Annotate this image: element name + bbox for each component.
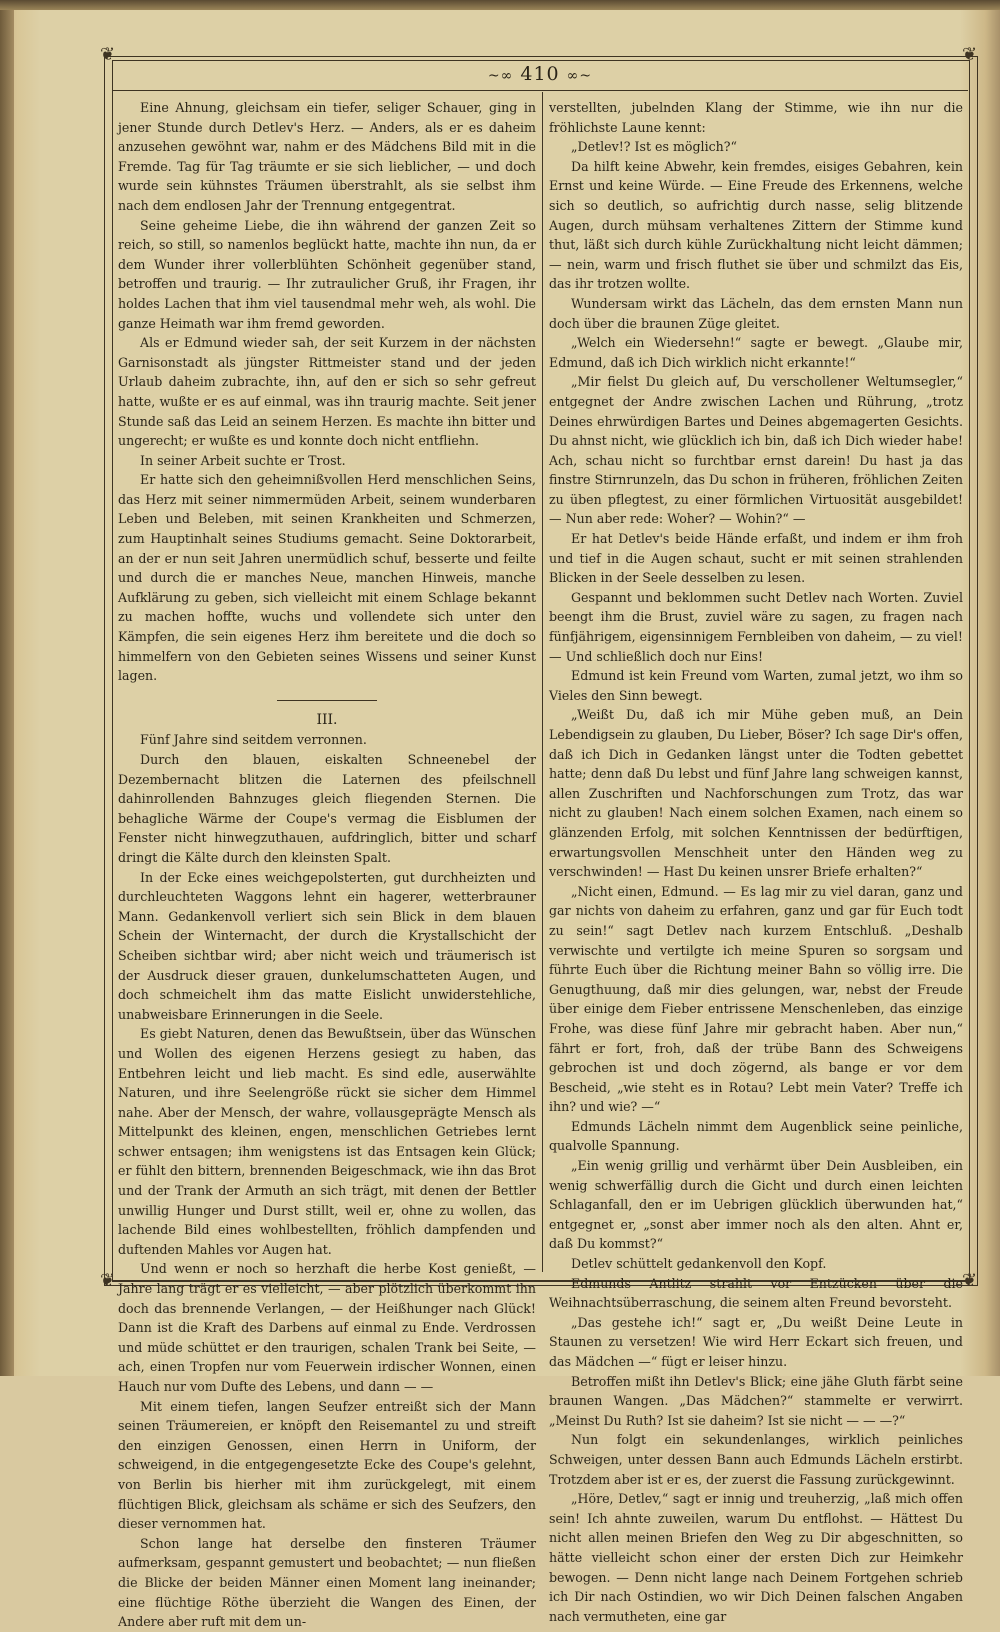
paragraph: Schon lange hat derselbe den finsteren Träumer aufmerksam, gespannt gemustert und beobachtet; — nun fließen die Blicke der beiden Männer einen Moment lang ineinander; eine flüchtige Röthe überzieht die Wangen des Einen, der Andere aber ruft mit dem un-	[118, 1535, 536, 1630]
book-spine	[0, 0, 14, 1376]
corner-ornament-top-right: ❦	[962, 44, 978, 65]
paragraph: „Weißt Du, daß ich mir Mühe geben muß, an Dein Lebendigsein zu glauben, Du Lieber, Böser? Ich sage Dir's offen, daß ich Dich in Gedanken längst unter die Todten gebettet hatte; denn daß Du lebst und fünf Jahre lang schweigen kannst, allen Zuschriften und Nachforschungen zum Trotz, das war nicht zu glauben! Nach einem solchen Examen, nach einem so glänzenden Erfolg, mit solchen Kenntnissen der bedürftigen, erwartungsvollen Menschheit unter den Händen weg zu verschwinden! — Hast Du keinen unsrer Briefe erhalten?“	[549, 707, 963, 880]
paragraph: In der Ecke eines weichgepolsterten, gut durchheizten und durchleuchteten Waggons lehnt ein hagerer, wetterbrauner Mann. Gedankenvoll verliert sich sein Blick in dem blauen Schein der Winternacht, der durch die Krystallschicht der Scheiben sichtbar wird; aber nicht weich und träumerisch ist der Ausdruck dieser grauen, dunkelumschatteten Augen, und doch schmeichelt ihm das matte Eislicht unwiderstehliche, unabweisbare Erinnerungen in die Seele.	[118, 869, 536, 1022]
column-divider	[542, 92, 543, 1272]
left-column-paragraphs-after	[118, 730, 536, 1631]
paragraph: Als er Edmund wieder sah, der seit Kurzem in der nächsten Garnisonstadt als jüngster Rittmeister stand und der jeden Urlaub daheim zubrachte, ihn, auf den er sich so sehr gefreut hatte, wußte er es auf einmal, was ihn traurig machte. Seit jener Stunde saß das Leid an seinem Herzen. Es machte ihn bitter und ungerecht; er wußte es und konnte doch nicht entfliehn.	[118, 335, 536, 449]
section-separator-rule	[277, 700, 377, 701]
left-column-paragraphs-before	[118, 98, 536, 686]
paragraph: Seine geheime Liebe, die ihn während der ganzen Zeit so reich, so still, so namenlos beglückt hatte, machte ihn nun, da er dem Wunder ihrer vollerblühten Schönheit gegenüber stand, betroffen und traurig. — Ihr zutraulicher Gruß, ihr Fragen, ihr holdes Lachen that ihm viel tausendmal mehr weh, als wohl. Die ganze Heimath war ihm fremd geworden.	[118, 217, 536, 331]
paragraph: Und wenn er noch so herzhaft die herbe Kost genießt, — Jahre lang trägt er es vielleicht, — aber plötzlich überkommt ihn doch das brennende Verlangen, — der Heißhunger nach Glück! Dann ist die Kraft des Darbens auf einmal zu Ende. Verdrossen und müde schüttet er den traurigen, schalen Trank bei Seite, — ach, einen Tropfen nur vom Feuerwein irdischer Wonnen, einen Hauch nur vom Dufte des Lebens, und dann — —	[118, 1261, 536, 1394]
paragraph: Durch den blauen, eiskalten Schneenebel der Dezembernacht blitzen die Laternen des pfeilschnell dahinrollenden Bahnzuges gleich fliegenden Sternen. Die behagliche Wärme der Coupe's vermag die Eisblumen der Fenster nicht hinwegzuthauen, aufdringlich, bitter und scharf dringt die Kälte durch den kleinsten Spalt.	[118, 752, 536, 865]
footer-rule	[112, 1280, 968, 1281]
paragraph: „Detlev!? Ist es möglich?“	[571, 139, 737, 155]
section-heading: III.	[316, 711, 338, 728]
header-rule	[112, 90, 968, 91]
right-column-paragraphs	[549, 98, 963, 1626]
paragraph: Er hatte sich den geheimnißvollen Herd menschlichen Seins, das Herz mit seiner nimmermüden Arbeit, seinem wunderbaren Leben und Beleben, mit seinen Krankheiten und Schmerzen, zum Hauptinhalt seines Studiums gemacht. Seine Doktorarbeit, an der er nun seit Jahren unermüdlich schuf, besserte und feilte und durch die er manches Neue, manchen Hinweis, manche Aufklärung zu geben, sich vielleicht mit einem Schlage bekannt zu machen hoffte, wuchs und vollendete sich unter den Kämpfen, die sein eigenes Herz ihm bereitete und die doch so himmelfern von den Gebieten seines Wissens und seiner Kunst lagen.	[118, 472, 536, 684]
paragraph: „Das gestehe ich!“ sagt er, „Du weißt Deine Leute in Staunen zu versetzen! Wie wird Herr Eckart sich freuen, und das Mädchen —“ fügt er leiser hinzu.	[549, 1314, 963, 1369]
corner-ornament-bottom-left: ❦	[100, 1270, 116, 1291]
paragraph: „Höre, Detlev,“ sagt er innig und treuherzig, „laß mich offen sein! Ich ahnte zuweilen, warum Du entflohst. — Hättest Du nicht allen meinen Briefen den Weg zu Dir abgeschnitten, so hätte vielleicht schon einer der ersten Dich zur Heimkehr bewogen. — Denn nicht lange nach Deinem Fortgehen schrieb ich Dir nach Ostindien, wo wir Dich Deinen falschen Angaben nach vermutheten, eine gar	[549, 1491, 963, 1624]
paragraph: Gespannt und beklommen sucht Detlev nach Worten. Zuviel beengt ihm die Brust, zuviel wäre zu sagen, zu fragen nach fünfjährigem, eigensinnigem Fernbleiben von daheim, — zu viel! — Und schließlich doch nur Eins!	[549, 589, 963, 664]
paragraph: „Nicht einen, Edmund. — Es lag mir zu viel daran, ganz und gar nichts von daheim zu erfahren, ganz und gar für Euch todt zu sein!“ sagt Detlev nach kurzem Entschluß. „Deshalb verwischte und vertilgte ich meine Spuren so sorgsam und führte Euch über die Richtung meiner Bahn so völlig irre. Die Genugthuung, daß mir dies gelungen, war, nebst der Freude über einige dem Fieber entrissene Menschenleben, das einzige Frohe, was diese fünf Jahre mir gebracht haben. Aber nun,“ fährt er fort, froh, daß der trübe Bann des Schweigens gebrochen ist und doch zögernd, als bange er vor dem Bescheid, „wie steht es in Rotau? Lebt mein Vater? Treffe ich ihn? und wie? —“	[549, 883, 963, 1115]
paragraph: Betroffen mißt ihn Detlev's Blick; eine jähe Gluth färbt seine braunen Wangen. „Das Mädchen?“ stammelte er verwirrt. „Meinst Du Ruth? Ist sie daheim? Ist sie nicht — — —?“	[549, 1373, 963, 1428]
page-number	[480, 63, 600, 85]
paragraph: Da hilft keine Abwehr, kein fremdes, eisiges Gebahren, kein Ernst und keine Würde. — Eine Freude des Erkennens, welche sich so deutlich, so aufrichtig durch nasse, selig blitzende Augen, durch mühsam verhaltenes Zittern der Stimme kund thut, läßt sich durch kühle Zurückhaltung nicht leicht dämmen; — nein, warm und frisch fluthet sie über und schmilzt das Eis, das ihr trotzen wollte.	[549, 158, 963, 292]
paragraph: Edmund ist kein Freund vom Warten, zumal jetzt, wo ihm so Vieles den Sinn bewegt.	[549, 668, 963, 703]
paragraph: Fünf Jahre sind seitdem verronnen.	[140, 732, 367, 748]
paragraph: Nun folgt ein sekundenlanges, wirklich peinliches Schweigen, unter dessen Bann auch Edmunds Lächeln erstirbt. Trotzdem aber ist er es, der zuerst die Fassung zurückgewinnt.	[549, 1432, 963, 1487]
paragraph: Detlev schüttelt gedankenvoll den Kopf.	[571, 1256, 827, 1272]
paragraph: Edmunds Lächeln nimmt dem Augenblick seine peinliche, qualvolle Spannung.	[549, 1118, 963, 1154]
page-top-edge	[0, 0, 1000, 10]
paragraph: verstellten, jubelnden Klang der Stimme, wie ihn nur die fröhlichste Laune kennt:	[549, 100, 963, 135]
paragraph: In seiner Arbeit suchte er Trost.	[140, 452, 346, 468]
paragraph: Es giebt Naturen, denen das Bewußtsein, über das Wünschen und Wollen des eigenen Herzens gesiegt zu haben, das Entbehren leicht und lieb macht. Es sind edle, auserwählte Naturen, und ihre Seelengröße rückt sie sicher dem Himmel nahe. Aber der Mensch, der wahre, vollausgeprägte Mensch als Mittelpunkt des kleinen, engen, menschlichen Getriebes lernt schwer entsagen; ihm wenigstens ist das Entsagen kein Glück; er fühlt den bittern, brennenden Beigeschmack, wie ihn das Brot und der Trank der Armuth an sich trägt, mit denen der Bettler unwillig Hunger und Durst stillt, weil er, ohne zu wollen, das lachende Bild eines wohlbestellten, fröhlich dampfenden und duftenden Mahles vor Augen hat.	[118, 1026, 536, 1257]
paragraph: „Ein wenig grillig und verhärmt über Dein Ausbleiben, ein wenig schwerfällig durch die Gicht und durch einen leichten Schlaganfall, den er im Uebrigen glücklich überwunden hat,“ entgegnet er, „sonst aber immer noch als den alten. Ahnt er, daß Du kommst?“	[549, 1158, 963, 1252]
paragraph: Edmunds Antlitz strahlt vor Entzücken über die Weihnachtsüberraschung, die seinem alten Freund bevorsteht.	[549, 1275, 963, 1311]
paragraph: Wundersam wirkt das Lächeln, das dem ernsten Mann nun doch über die braunen Züge gleitet.	[549, 295, 963, 331]
paragraph: Eine Ahnung, gleichsam ein tiefer, seliger Schauer, ging in jener Stunde durch Detlev's Herz. — Anders, als er es daheim anzusehen gewöhnt war, nahm er des Mädchens Bild mit in die Fremde. Tag für Tag träumte er sie sich lieblicher, — und doch wurde sein kühnstes Träumen überstrahlt, als sie selbst ihm nach dem endlosen Jahr der Trennung entgegentrat.	[118, 100, 536, 213]
left-column	[118, 98, 536, 1630]
page-number-text: 410	[520, 63, 560, 85]
paragraph: „Welch ein Wiedersehn!“ sagte er bewegt. „Glaube mir, Edmund, daß ich Dich wirklich nicht erkannte!“	[549, 335, 963, 370]
page-number-ornament-right: ∞~	[566, 68, 593, 84]
paragraph: Mit einem tiefen, langen Seufzer entreißt sich der Mann seinen Träumereien, er knöpft den Reisemantel zu und streift den einzigen Genossen, einen Herrn in Uniform, der schweigend, in die entgegengesetzte Ecke des Coupe's gelehnt, von Berlin bis hierher mit ihm zurückgelegt, mit einem flüchtigen Blick, gleichsam als schäme er sich des Seufzers, den dieser vernommen hat.	[118, 1398, 536, 1532]
corner-ornament-top-left: ❦	[100, 44, 116, 65]
page-number-ornament-left: ~∞	[487, 68, 514, 84]
paragraph: „Mir fielst Du gleich auf, Du verschollener Weltumsegler,“ entgegnet der Andre zwischen Lachen und Rührung, „trotz Deines ehrwürdigen Bartes und Deines abgemagerten Gesichts. Du ahnst nicht, wie glücklich ich bin, daß ich Dich wieder habe! Ach, schau nicht so furchtbar ernst darein! Du hast ja das finstre Stirnrunzeln, das Du schon in früheren, fröhlichen Zeiten zu üben pflegtest, zu einer förmlichen Virtuosität ausgebildet! — Nun aber rede: Woher? — Wohin?“ —	[549, 374, 963, 527]
corner-ornament-bottom-right: ❦	[962, 1270, 978, 1291]
right-column	[549, 98, 963, 1624]
paragraph: Er hat Detlev's beide Hände erfaßt, und indem er ihm froh und tief in die Augen schaut, sucht er mit seinen strahlenden Blicken in der Seele desselben zu lesen.	[549, 531, 963, 586]
